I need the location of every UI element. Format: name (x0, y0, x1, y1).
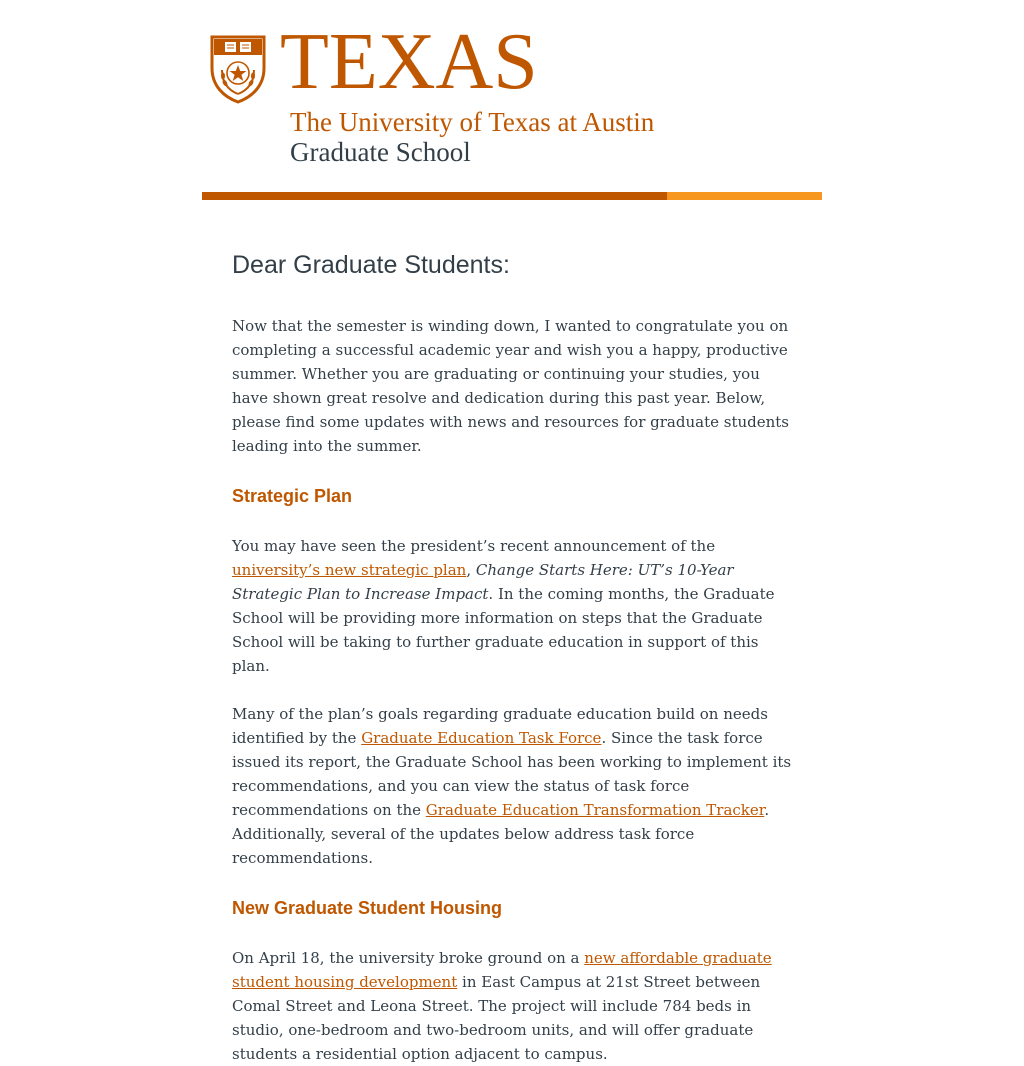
text-span: You may have seen the president’s recent announcement of the (232, 537, 716, 555)
header-divider (202, 192, 822, 200)
intro-paragraph: Now that the semester is winding down, I wanted to congratulate you on completing a successful academic year and wish you a happy, productive summer. Whether you are graduating or continuing your studies, you have shown great resolve and dedication during this past year. Below, please find some updates with news and resources for graduate students leading into the summer. (232, 317, 789, 455)
ut-shield-icon (210, 34, 266, 104)
text-span: On April 18, the university broke ground on a (232, 949, 585, 967)
text-span: . Since the task force issued its report, the Graduate School has been working to implement its recommendations, and you can view the status of task force recommendations on the (232, 729, 792, 819)
text-span: . In the coming months, the Graduate School will be providing more information on steps that the Graduate School will be taking to further graduate education in support of this plan. (232, 585, 775, 675)
divider-light-orange (667, 192, 822, 200)
housing-development-link[interactable]: new affordable graduate student housing development (232, 949, 772, 991)
greeting: Dear Graduate Students: (232, 251, 510, 279)
strategic-plan-heading: Strategic Plan (232, 486, 353, 506)
housing-heading: New Graduate Student Housing (232, 898, 503, 918)
plan-title: Change Starts Here: UT’s 10-Year Strategic Plan to Increase Impact (232, 561, 734, 603)
divider-burnt-orange (202, 192, 667, 200)
housing-paragraph-1 (232, 946, 792, 1066)
email-container (202, 0, 822, 1066)
texas-wordmark: TEXAS (280, 18, 538, 106)
text-span: in East Campus at 21st Street between Comal Street and Leona Street. The project will include 784 beds in studio, one-bedroom and two-bedroom units, and will offer graduate students a residential option adjacent to campus. (232, 973, 761, 1063)
text-span: . Additionally, several of the updates below address task force recommendations. (232, 801, 770, 867)
strategic-plan-link[interactable]: university’s new strategic plan (232, 561, 467, 579)
task-force-link[interactable]: Graduate Education Task Force (361, 729, 602, 747)
text-span: Many of the plan’s goals regarding graduate education build on needs identified by the (232, 705, 768, 747)
strategic-plan-paragraph-1 (232, 534, 792, 678)
email-header (202, 0, 822, 192)
email-body (202, 250, 822, 1066)
school-name: Graduate School (290, 137, 471, 167)
transformation-tracker-link[interactable]: Graduate Education Transformation Tracker (425, 801, 765, 819)
university-name: The University of Texas at Austin (290, 107, 655, 137)
strategic-plan-paragraph-2 (232, 702, 792, 870)
text-span: , (466, 561, 476, 579)
